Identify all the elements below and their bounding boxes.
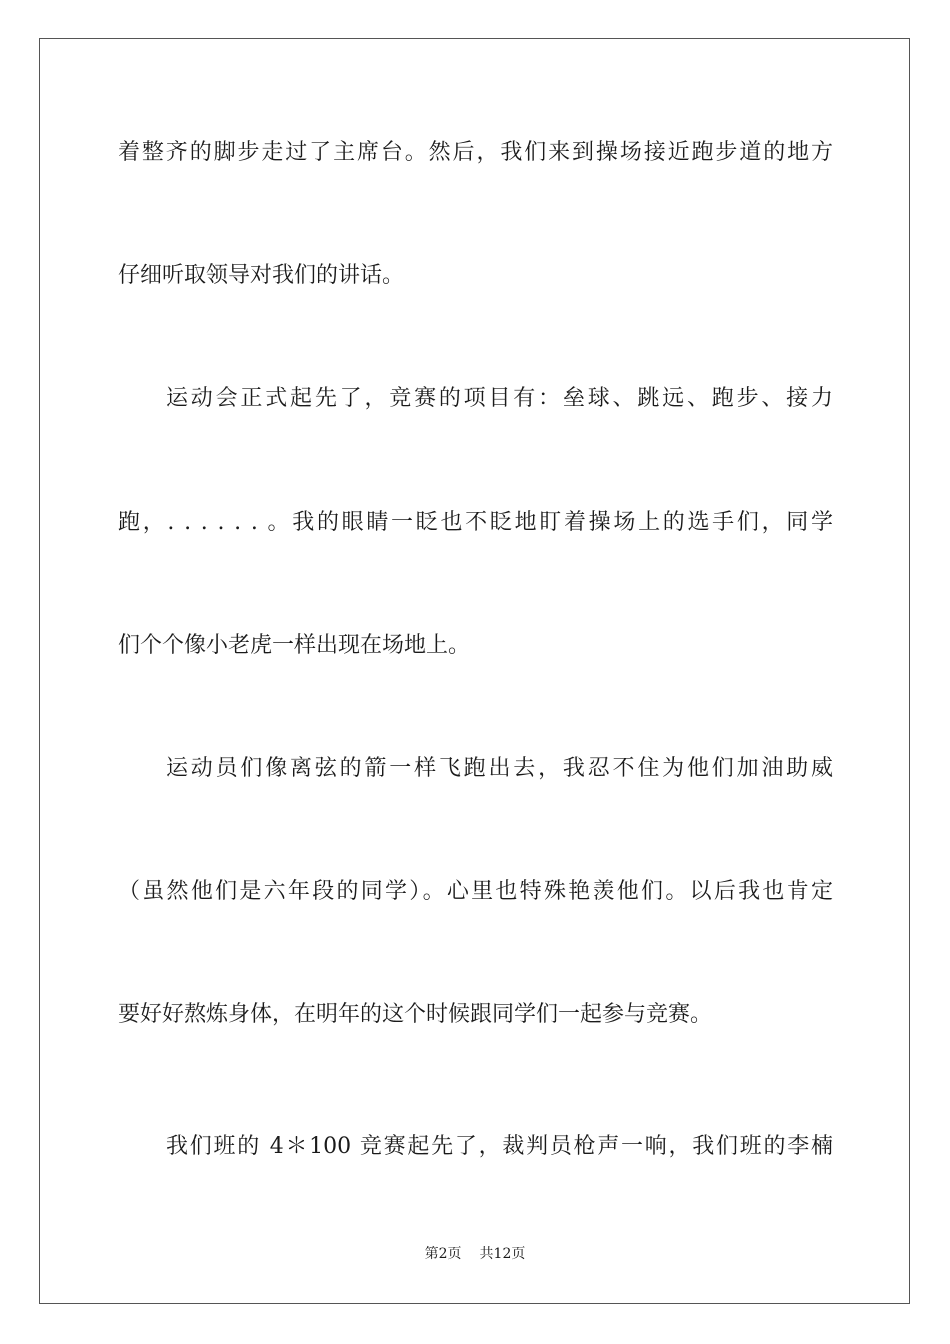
paragraph-line-8: 要好好熬炼身体，在明年的这个时候跟同学们一起参与竞赛。 bbox=[118, 1002, 713, 1027]
page-number: 第2页 bbox=[424, 1246, 462, 1262]
paragraph-line-6: 运动员们像离弦的箭一样飞跑出去，我忍不住为他们加油助威 bbox=[166, 756, 833, 781]
page-total: 共12页 bbox=[479, 1246, 526, 1262]
paragraph-line-5: 们个个像小老虎一样出现在场地上。 bbox=[118, 633, 471, 658]
page-footer bbox=[0, 1244, 950, 1264]
paragraph-line-3: 运动会正式起先了，竞赛的项目有：垒球、跳远、跑步、接力 bbox=[166, 386, 833, 411]
paragraph-line-2: 仔细听取领导对我们的讲话。 bbox=[118, 263, 405, 288]
paragraph-line-7: （虽然他们是六年段的同学）。心里也特殊艳羡他们。以后我也肯定 bbox=[118, 879, 833, 904]
page-border bbox=[39, 38, 910, 1304]
paragraph-line-4: 跑，. . . . . . 。我的眼睛一眨也不眨地盯着操场上的选手们，同学 bbox=[118, 510, 833, 535]
paragraph-line-1: 着整齐的脚步走过了主席台。然后，我们来到操场接近跑步道的地方 bbox=[118, 140, 833, 165]
paragraph-line-9: 我们班的 4＊100 竞赛起先了，裁判员枪声一响，我们班的李楠 bbox=[166, 1134, 833, 1159]
